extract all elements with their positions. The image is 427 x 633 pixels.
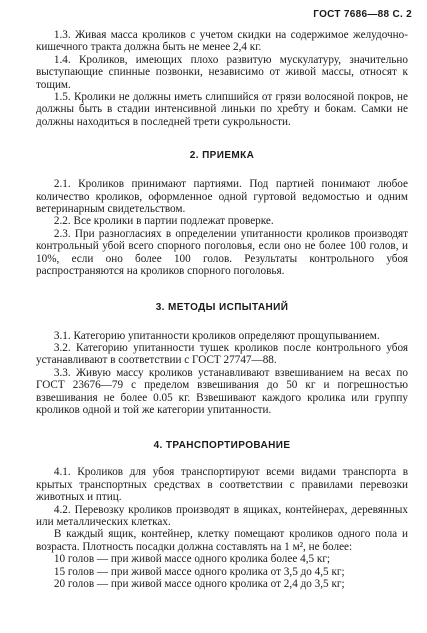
list-item-density-10: 10 голов — при живой массе одного кролика более 4,5 кг; — [53, 553, 331, 566]
paragraph-3-3: 3.3. Живую массу кроликов устанавливают взвешиванием на весах по ГОСТ 23676—79 с пределом взвешивания до 50 кг и погрешностью взвешивания не более 0.05 кг. Взвешивают каждого кролика или группу кроликов одной и той же категории упитанности. — [36, 366, 408, 416]
paragraph-1-5: 1.5. Кролики не должны иметь слипшийся от грязи волосяной покров, не должны быть в стадии интенсивной линьки по хребту и бокам. Самки не должны находиться в последней трети сукрольности. — [36, 91, 408, 128]
paragraph-4-density: В каждый ящик, контейнер, клетку помещают кроликов одного пола и возраста. Плотность посадки должна составлять на 1 м², не более: — [36, 528, 408, 553]
paragraph-4-2: 4.2. Перевозку кроликов производят в ящиках, контейнерах, деревянных или металлических клетках. — [36, 503, 408, 528]
document-body — [36, 29, 408, 590]
section-title-transportation: 4. ТРАНСПОРТИРОВАНИЕ — [153, 440, 291, 452]
page-header: ГОСТ 7686—88 С. 2 — [313, 9, 412, 20]
paragraph-2-2: 2.2. Все кролики в партии подлежат проверке. — [53, 215, 274, 228]
paragraph-1-4: 1.4. Кроликов, имеющих плохо развитую мускулатуру, значительно выступающие спинные позвонки, независимо от живой массы, относят к тощим. — [36, 53, 408, 91]
paragraph-2-3: 2.3. При разногласиях в определении упитанности кроликов производят контрольный убой всего спорного поголовья, если оно не более 100 голов, и 10%, если оно более 100 голов. Результаты контрольного убоя распространяются на кроликов спорного поголовья. — [36, 227, 408, 278]
paragraph-4-1: 4.1. Кроликов для убоя транспортируют всеми видами транспорта в крытых транспортных средствах в соответствии с правилами перевозки животных и птиц. — [36, 466, 408, 504]
list-item-density-15: 15 голов — при живой массе одного кролика от 3,5 до 4,5 кг; — [53, 565, 345, 578]
paragraph-3-1: 3.1. Категорию упитанности кроликов определяют прощупыванием. — [53, 329, 380, 342]
section-title-acceptance: 2. ПРИЕМКА — [189, 150, 255, 162]
paragraph-1-3: 1.3. Живая масса кроликов с учетом скидки на содержимое желудочно-кишечного тракта должна быть не менее 2,4 кг. — [36, 29, 408, 54]
list-item-density-20: 20 голов — при живой массе одного кролика от 2,4 до 3,5 кг; — [53, 578, 345, 590]
section-title-test-methods: 3. МЕТОДЫ ИСПЫТАНИЙ — [155, 301, 289, 313]
paragraph-3-2: 3.2. Категорию упитанности тушек кроликов после контрольного убоя устанавливают в соответствии с ГОСТ 27747—88. — [36, 341, 408, 367]
paragraph-2-1: 2.1. Кроликов принимают партиями. Под партией понимают любое количество кроликов, оформленное одной гуртовой ведомостью и одним ветеринарным свидетельством. — [36, 178, 408, 216]
